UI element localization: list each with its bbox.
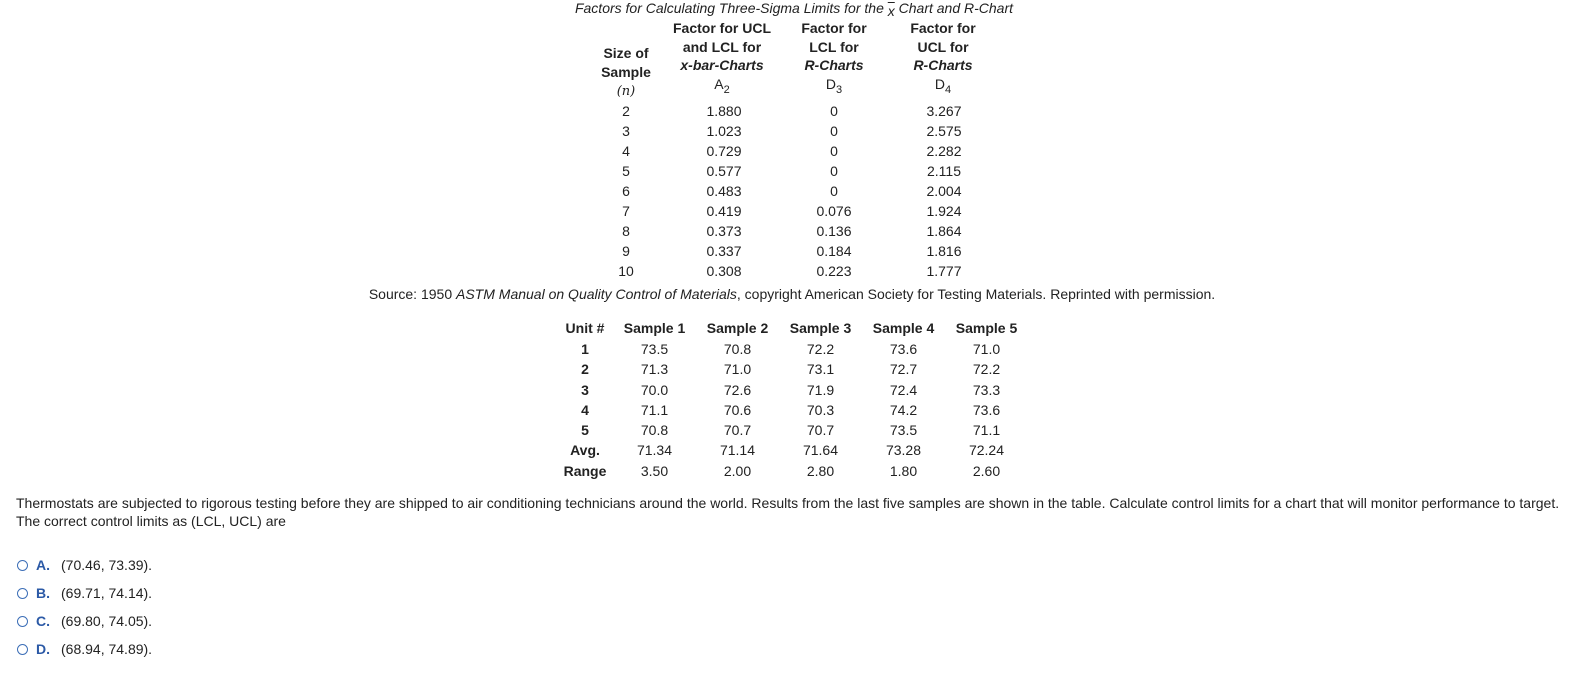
- table-cell: 73.3: [972, 381, 1001, 398]
- table-cell: 2.282: [926, 143, 962, 159]
- table-cell: 0.419: [706, 203, 742, 219]
- table-cell: 5: [622, 163, 630, 179]
- option-text: (69.80, 74.05).: [61, 613, 153, 629]
- option-b[interactable]: [17, 585, 152, 601]
- table-cell: 72.2: [972, 361, 1001, 378]
- radio-icon[interactable]: [17, 560, 28, 571]
- option-letter: A.: [36, 557, 50, 573]
- header-d4-symbol: $D_4$: [934, 76, 952, 96]
- row-label: 5: [581, 422, 589, 439]
- table-cell: 0.136: [816, 223, 852, 239]
- source-note: Source: 1950 ASTM Manual on Quality Control of Materials, copyright American Society for Testing Materials. Reprinted with permission.: [368, 286, 1216, 302]
- header-d4: Factor for UCL for R-Charts: [910, 20, 976, 73]
- table-cell: 2.115: [927, 163, 961, 179]
- table-cell: 0.729: [706, 143, 742, 159]
- table-cell: 2.004: [926, 183, 962, 199]
- radio-icon[interactable]: [17, 616, 28, 627]
- table-cell: 9: [622, 243, 630, 259]
- option-letter: D.: [36, 641, 50, 657]
- row-label: 1: [581, 341, 589, 357]
- table-cell: 0: [830, 123, 838, 139]
- table-cell: 0.373: [706, 223, 742, 239]
- table-cell: 1.777: [926, 263, 962, 279]
- table-cell: 71.3: [640, 361, 669, 378]
- table-cell: 70.8: [723, 341, 752, 357]
- table-cell: 71.0: [723, 361, 752, 378]
- factors-table-title: Factors for Calculating Three-Sigma Limits for the $\overline{x}$ Chart and R-Chart: [574, 0, 1014, 19]
- table-cell: 2.575: [926, 123, 962, 139]
- table-cell: 3.50: [640, 462, 669, 479]
- radio-icon[interactable]: [17, 644, 28, 655]
- table-cell: 0.308: [706, 263, 742, 279]
- row-label: 2: [581, 361, 589, 378]
- table-cell: 71.0: [972, 341, 1001, 357]
- option-a[interactable]: [17, 557, 152, 573]
- question-text: Thermostats are subjected to rigorous testing before they are shipped to air conditioning technicians around the world. Results from the last five samples are shown in the table. Calculate control limits for a chart that will monitor performance to target. The correct control limits as (LCL, UCL) are: [16, 495, 1560, 529]
- samples-col-3: [780, 318, 861, 481]
- table-cell: 2.00: [723, 462, 752, 479]
- xbar-symbol: $\overline{x}$: [887, 3, 895, 19]
- option-text: (69.71, 74.14).: [61, 585, 153, 601]
- table-cell: 1.864: [926, 223, 962, 239]
- column-header: Sample 2: [706, 320, 769, 336]
- row-label: Range: [563, 462, 607, 479]
- table-cell: 0.223: [816, 263, 852, 279]
- table-cell: 72.6: [723, 381, 752, 398]
- option-text: (70.46, 73.39).: [61, 557, 153, 573]
- table-cell: 4: [622, 143, 630, 159]
- header-a2-symbol: $A_2$: [714, 76, 730, 96]
- table-cell: 1.924: [926, 203, 962, 219]
- table-cell: 73.5: [640, 341, 669, 357]
- factors-col-d4: [888, 101, 1000, 281]
- option-c[interactable]: [17, 613, 152, 629]
- table-cell: 73.5: [889, 422, 918, 439]
- table-cell: 73.28: [885, 442, 922, 459]
- option-letter: B.: [36, 585, 50, 601]
- table-cell: 70.3: [806, 401, 835, 418]
- header-n-symbol: (n): [616, 84, 636, 99]
- column-header: Sample 5: [955, 320, 1018, 336]
- table-cell: 3.267: [926, 103, 962, 119]
- samples-col-2: [697, 318, 778, 481]
- option-text: (68.94, 74.89).: [61, 641, 153, 657]
- table-cell: 71.34: [636, 442, 673, 459]
- table-cell: 1.023: [706, 123, 742, 139]
- header-sample-size: Size of Sample: [601, 45, 651, 80]
- table-cell: 0.076: [816, 203, 852, 219]
- table-cell: 10: [618, 263, 634, 279]
- table-cell: 1.816: [926, 243, 962, 259]
- table-cell: 73.6: [972, 401, 1001, 418]
- table-cell: 70.6: [723, 401, 752, 418]
- header-d3: Factor for LCL for R-Charts: [801, 20, 867, 73]
- table-cell: 71.1: [640, 401, 669, 418]
- table-cell: 0.184: [816, 243, 852, 259]
- table-cell: 8: [622, 223, 630, 239]
- table-cell: 0: [830, 183, 838, 199]
- row-label: 3: [581, 381, 589, 398]
- table-cell: 72.24: [968, 442, 1005, 459]
- table-cell: 71.14: [719, 442, 756, 459]
- table-cell: 7: [622, 203, 630, 219]
- table-cell: 0.577: [706, 163, 742, 179]
- table-cell: 70.7: [806, 422, 835, 439]
- row-label: 4: [581, 401, 589, 418]
- samples-col-5: [946, 318, 1027, 481]
- factors-col-n: [586, 101, 666, 281]
- row-label: Avg.: [570, 442, 600, 459]
- table-cell: 0.483: [706, 183, 742, 199]
- table-cell: 73.1: [806, 361, 835, 378]
- factors-col-d3: [779, 101, 889, 281]
- table-cell: 72.4: [889, 381, 918, 398]
- column-header: Sample 3: [789, 320, 852, 336]
- radio-icon[interactable]: [17, 588, 28, 599]
- table-cell: 2.80: [806, 462, 835, 479]
- samples-col-4: [863, 318, 944, 481]
- table-cell: 71.64: [802, 442, 839, 459]
- column-header: Sample 1: [623, 320, 686, 336]
- table-cell: 0: [830, 143, 838, 159]
- table-cell: 6: [622, 183, 630, 199]
- table-cell: 0: [830, 103, 838, 119]
- table-cell: 2: [622, 103, 630, 119]
- option-letter: C.: [36, 613, 50, 629]
- option-d[interactable]: [17, 641, 152, 657]
- samples-col-1: [614, 318, 695, 481]
- factors-col-a2: [664, 101, 784, 281]
- table-cell: 0.337: [706, 243, 742, 259]
- table-cell: 0: [830, 163, 838, 179]
- column-header: Sample 4: [872, 320, 935, 336]
- table-cell: 70.0: [640, 381, 669, 398]
- table-cell: 71.9: [806, 381, 835, 398]
- table-cell: 72.7: [889, 361, 918, 378]
- samples-col-unit: [558, 318, 612, 481]
- header-d3-symbol: $D_3$: [825, 76, 843, 96]
- table-cell: 3: [622, 123, 630, 139]
- table-cell: 74.2: [889, 401, 918, 418]
- table-cell: 2.60: [972, 462, 1001, 479]
- table-cell: 71.1: [972, 422, 1001, 439]
- table-cell: 73.6: [889, 341, 918, 357]
- table-cell: 1.80: [889, 462, 918, 479]
- header-a2: Factor for UCL and LCL for x-bar-Charts: [673, 20, 771, 73]
- table-cell: 72.2: [806, 341, 835, 357]
- table-cell: 70.7: [723, 422, 752, 439]
- table-cell: 1.880: [706, 103, 742, 119]
- table-cell: 70.8: [640, 422, 669, 439]
- column-header: Unit #: [565, 320, 605, 336]
